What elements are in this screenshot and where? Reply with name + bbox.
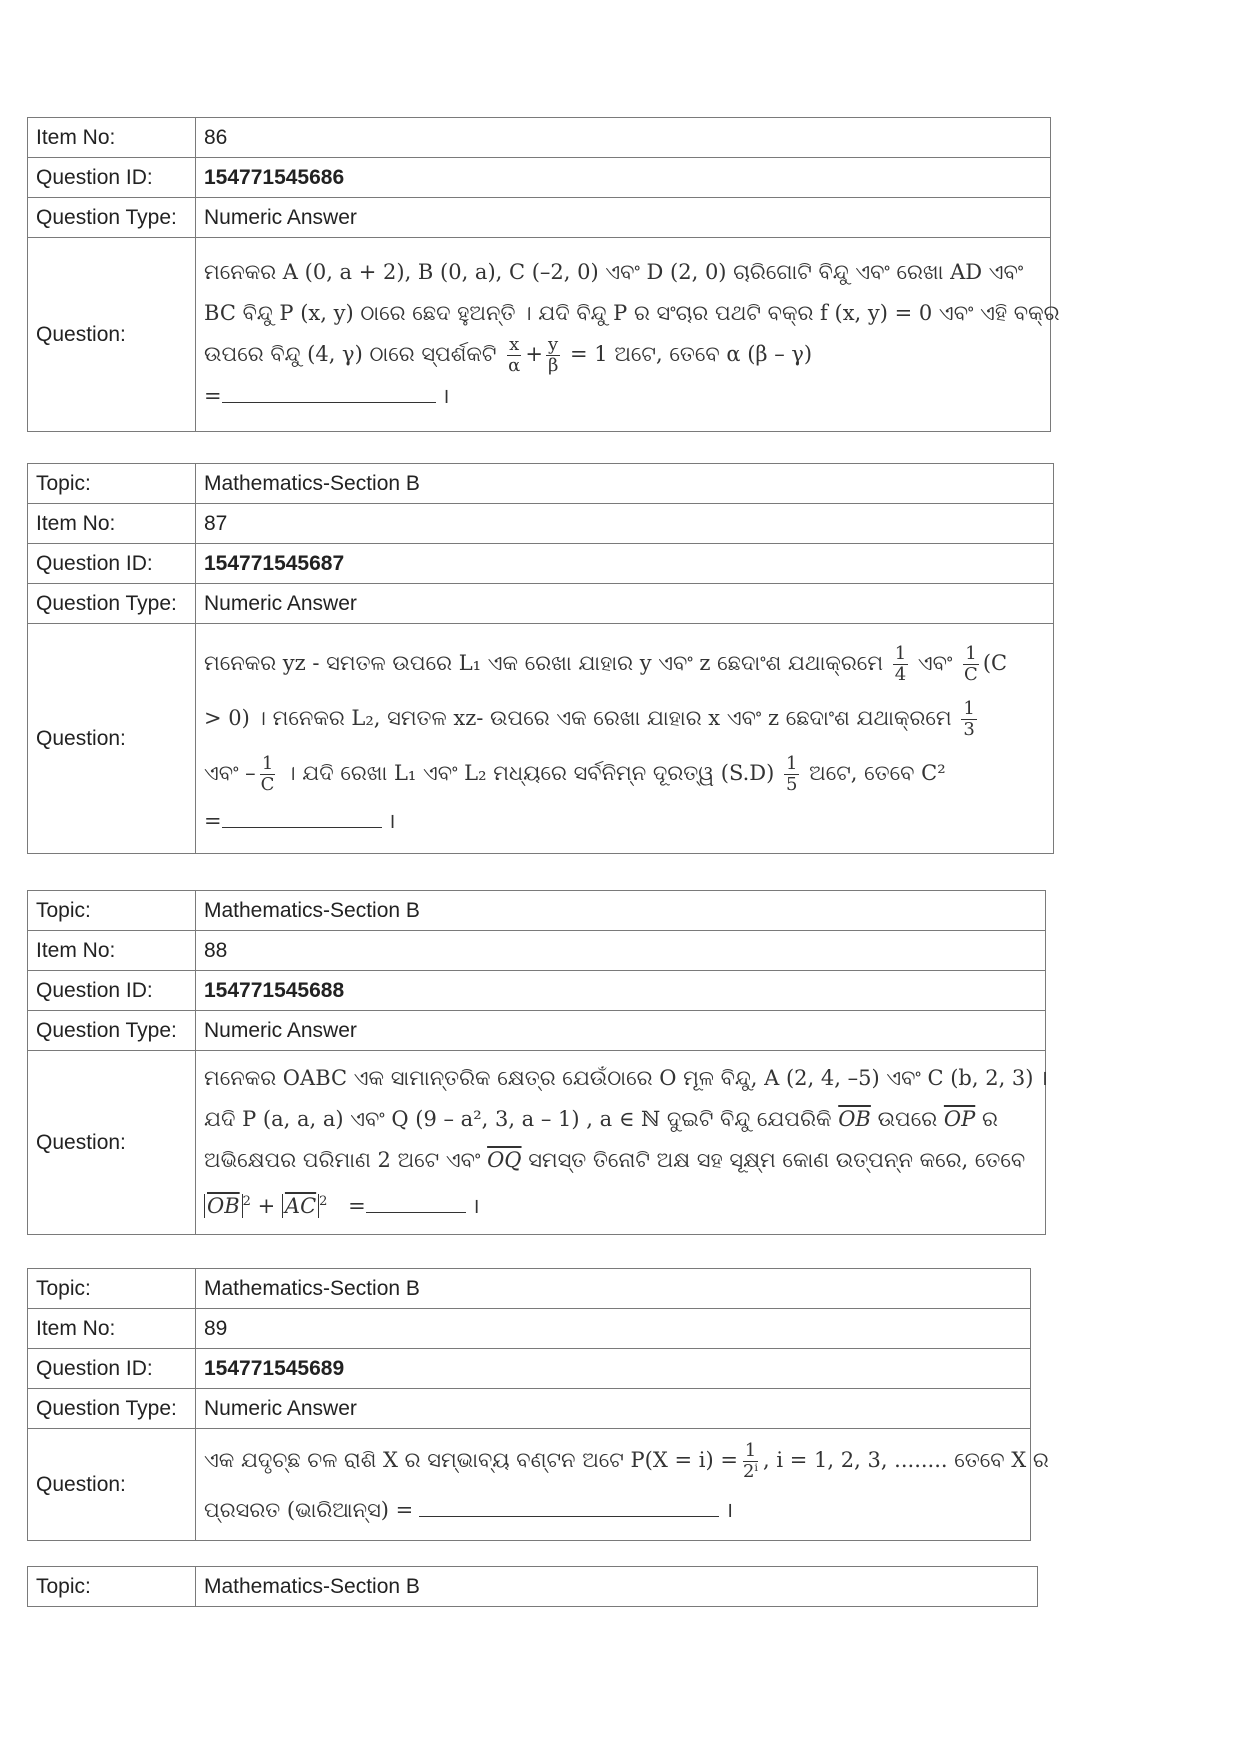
question-text-fragment: ଉପରେ ବିନ୍ଦୁ (4, γ) ଠାରେ ସ୍ପର୍ଶକଟି: [204, 342, 497, 367]
item-no-value: 89: [196, 1309, 1031, 1349]
question-type-label: Question Type:: [28, 198, 196, 238]
question-table-90: [27, 1566, 1038, 1607]
question-label: Question:: [28, 624, 196, 854]
fraction-y-beta: $\frac{y}{\beta}$: [547, 334, 559, 377]
question-table-86: [27, 117, 1060, 432]
question-type-value: Numeric Answer: [196, 1011, 1046, 1051]
question-line: ଅଭିକ୍ଷେପର ପରିମାଣ 2 ଅଟେ ଏବଂ $\overline{OQ}$ ସମସ୍ତ ତିନୋଟି ଅକ୍ଷ ସହ ସୂକ୍ଷ୍ମ କୋଣ ଉତ୍ପନ୍ନ କରେ, ତେବେ: [204, 1148, 1026, 1172]
vector-op: $\overline{OP}$: [943, 1107, 976, 1131]
item-no-label: Item No:: [28, 1309, 196, 1349]
topic-value: Mathematics-Section B: [196, 891, 1046, 931]
question-type-value: Numeric Answer: [196, 1389, 1031, 1429]
question-table-88: [27, 890, 1049, 1235]
answer-blank: [222, 801, 382, 828]
question-id-label: Question ID:: [28, 971, 196, 1011]
item-no-label: Item No:: [28, 931, 196, 971]
question-id-label: Question ID:: [28, 158, 196, 198]
question-type-value: Numeric Answer: [196, 198, 1051, 238]
answer-blank: [222, 376, 436, 403]
item-no-value: 86: [196, 118, 1051, 158]
question-id-value: 154771545689: [196, 1349, 1031, 1389]
question-line: ମନେକର yz - ସମତଳ ଉପରେ L₁ ଏକ ରେଖା ଯାହାର y ଏବଂ z ଛେଦାଂଶ ଯଥାକ୍ରମେ $\frac{1}{4}$ ଏବଂ $\frac{1}{C}$ (C: [204, 643, 1008, 685]
fraction-one-quarter: $\frac{1}{4}$: [894, 643, 907, 685]
fraction-one-fifth: $\frac{1}{5}$: [786, 753, 798, 795]
item-no-value: 88: [196, 931, 1046, 971]
topic-label: Topic:: [28, 1269, 196, 1309]
answer-line: = ।: [204, 376, 1042, 417]
fraction-one-third: $\frac{1}{3}$: [963, 698, 975, 740]
question-line: BC ବିନ୍ଦୁ P (x, y) ଠାରେ ଛେଦ ହୁଅନ୍ତି । ଯଦି ବିନ୍ଦୁ P ର ସଂଚାର ପଥଟି ବକ୍ର f (x, y) = 0 ଏବଂ ଏହି ବକ୍ର: [204, 301, 1060, 326]
vector-oq: $\overline{OQ}$: [487, 1148, 522, 1172]
question-line: ଉପରେ ବିନ୍ଦୁ (4, γ) ଠାରେ ସ୍ପର୍ଶକଟି $\frac{x}{\alpha}$ + $\frac{y}{\beta}$ = 1 ଅଟେ, ତେବେ α (β – γ): [204, 334, 813, 377]
topic-label: Topic:: [28, 1567, 196, 1607]
question-line: > 0) । ମନେକର L₂, ସମତଳ xz- ଉପରେ ଏକ ରେଖା ଯାହାର x ଏବଂ z ଛେଦାଂଶ ଯଥାକ୍ରମେ $\frac{1}{3}$: [204, 698, 975, 740]
magnitude-ob: $\overline{OB}$: [204, 1194, 243, 1218]
answer-blank: [419, 1490, 719, 1517]
question-label: Question:: [28, 238, 196, 432]
question-id-label: Question ID:: [28, 1349, 196, 1389]
question-line: ମନେକର A (0, a + 2), B (0, a), C (–2, 0) ଏବଂ D (2, 0) ଚାରିଗୋଟି ବିନ୍ଦୁ ଏବଂ ରେଖା AD ଏବଂ: [204, 260, 1024, 285]
topic-label: Topic:: [28, 464, 196, 504]
question-line: ଏବଂ – $\frac{1}{C}$ । ଯଦି ରେଖା L₁ ଏବଂ L₂ ମଧ୍ୟରେ ସର୍ବନିମ୍ନ ଦୂରତ୍ୱ (S.D) $\frac{1}{5}$ ଅଟେ, ତେବେ C²: [204, 753, 946, 795]
question-line: ମନେକର OABC ଏକ ସାମାନ୍ତରିକ କ୍ଷେତ୍ର ଯେଉଁଠାରେ O ମୂଳ ବିନ୍ଦୁ, A (2, 4, –5) ଏବଂ C (b, 2, 3) ।: [204, 1066, 1049, 1090]
question-type-label: Question Type:: [28, 1011, 196, 1051]
fraction-x-alpha: $\frac{x}{\alpha}$: [508, 334, 521, 377]
answer-line: $\overline{OB}$ $^2 + \overline{AC}$ $^2$ = ।: [204, 1181, 1037, 1227]
item-no-label: Item No:: [28, 118, 196, 158]
topic-label: Topic:: [28, 891, 196, 931]
question-text: [196, 1051, 1049, 1235]
fraction-one-over-c: $\frac{1}{C}$: [260, 753, 275, 795]
answer-blank: [366, 1186, 466, 1213]
fraction-one-over-c: $\frac{1}{C}$: [964, 643, 978, 685]
question-text: [196, 238, 1060, 432]
question-id-value: 154771545687: [196, 544, 1054, 584]
vector-ob: $\overline{OB}$: [838, 1107, 871, 1131]
question-type-label: Question Type:: [28, 584, 196, 624]
question-type-value: Numeric Answer: [196, 584, 1054, 624]
question-text: [196, 1429, 1049, 1541]
question-text-fragment: = 1 ଅଟେ, ତେବେ α (β – γ): [570, 342, 813, 367]
answer-line: ପ୍ରସରତ (ଭାରିଆନ୍ସ) = ।: [204, 1485, 1022, 1535]
question-text: [196, 624, 1054, 854]
question-table-87: [27, 463, 1054, 854]
question-line: ଏକ ଯଦୃଚ୍ଛ ଚଳ ରାଶି X ର ସମ୍ଭାବ୍ୟ ବଣ୍ଟନ ଅଟେ P(X = i) = $\frac{1}{\text{2ⁱ}}$ , i = 1, 2, 3, ........ ତେବେ X ର: [204, 1439, 1049, 1482]
fraction-one-over-two-power-i: $\frac{1}{\text{2ⁱ}}$: [742, 1439, 759, 1482]
magnitude-ac: $\overline{AC}$: [282, 1194, 319, 1218]
question-label: Question:: [28, 1051, 196, 1235]
item-no-label: Item No:: [28, 504, 196, 544]
item-no-value: 87: [196, 504, 1054, 544]
question-id-value: 154771545686: [196, 158, 1051, 198]
answer-line: = ।: [204, 801, 1045, 841]
question-type-label: Question Type:: [28, 1389, 196, 1429]
question-id-label: Question ID:: [28, 544, 196, 584]
topic-value: Mathematics-Section B: [196, 464, 1054, 504]
question-line: ଯଦି P (a, a, a) ଏବଂ Q (9 – a², 3, a – 1) , a ∈ ℕ ଦୁଇଟି ବିନ୍ଦୁ ଯେପରିକି $\overline{OB}$ ଉପରେ $\overline{OP}$ ର: [204, 1107, 998, 1131]
topic-value: Mathematics-Section B: [196, 1269, 1031, 1309]
question-table-89: [27, 1268, 1049, 1541]
question-label: Question:: [28, 1429, 196, 1541]
question-id-value: 154771545688: [196, 971, 1046, 1011]
topic-value: Mathematics-Section B: [196, 1567, 1038, 1607]
